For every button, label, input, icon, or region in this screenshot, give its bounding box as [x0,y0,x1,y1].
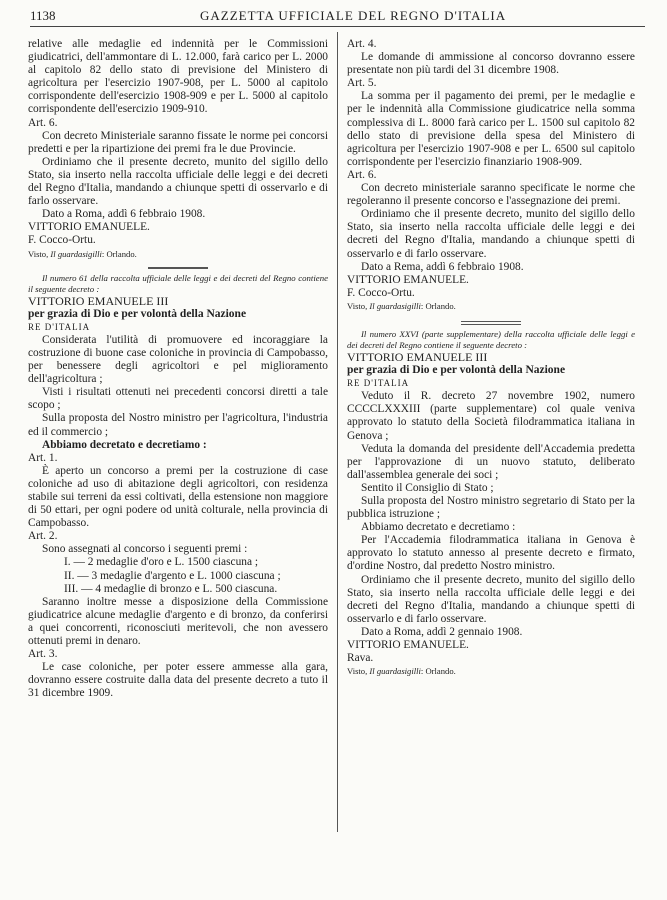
visto-name: : Orlando. [420,666,456,677]
king-signature: VITTORIO EMANUELE. [347,273,469,286]
paragraph: La somma per il pagamento dei premi, per le medaglie e per le indennità alla Commissione giudicatrice nella somma complessiva di L. 8000 farà carico per L. 1500 sul capitolo 82 dello stato di previsione della spesa del Ministero di agricoltura per l'esercizio 1907-908 e per L. 6500 sul capitolo corrispondente per l'esercizio finanziario 1908-909. [347,90,635,168]
paragraph: Saranno inoltre messe a disposizione della Commissione giudicatrice alcune medaglie d'argento e di bronzo, da conferirsi a quei concorrenti, riconosciuti meritevoli, che non avessero ottenuti premi in denaro. [28,595,328,648]
article-heading: Art. 1. [28,451,58,464]
article-heading: Art. 2. [28,530,58,543]
right-column [347,38,635,678]
visto-name: : Orlando. [101,248,137,259]
announcement: Il numero 61 della raccolta ufficiale delle leggi e dei decreti del Regno contiene il seguente decreto : [28,272,328,294]
grazia-line: per grazia di Dio e per volontà della Nazione [347,364,566,377]
minister-signature: F. Cocco-Ortu. [28,234,96,247]
decree-formula: Abbiamo decretato e decretiamo : [42,438,207,451]
king-title: VITTORIO EMANUELE III [347,349,488,364]
paragraph: Sono assegnati al concorso i seguenti premi : [42,543,248,556]
article-heading: Art. 3. [28,648,58,661]
king-title: VITTORIO EMANUELE III [28,293,169,308]
paragraph: Ordiniamo che il presente decreto, munito del sigillo dello Stato, sia inserto nella raccolta ufficiale delle leggi e dei decreti del Regno d'Italia, mandando a chiunque spetti di osservarlo e di farlo osservare. [347,208,635,260]
visto-role: Il guardasigilli [50,248,102,259]
paragraph: Le domande di ammissione al concorso dovranno essere presentate non più tardi del 31 dicembre 1908. [347,51,635,77]
paragraph: Considerata l'utilità di promuovere ed incoraggiare la costruzione di buone case coloniche in provincia di Campobasso, per benessere degli agricoltori e pel miglioramento dell'agricoltura ; [28,333,328,386]
paragraph: Visti i risultati ottenuti nei precedenti concorsi diretti a tale scopo ; [28,386,328,412]
paragraph: Sulla proposta del Nostro ministro per l'agricoltura, l'industria ed il commercio ; [28,412,328,438]
paragraph: Con decreto Ministeriale saranno fissate le norme pei concorsi predetti e per la ripartizione dei premi fra le due Provincie. [28,129,328,155]
prize-item: I. — 2 medaglie d'oro e L. 1500 ciascuna ; [64,556,259,569]
prize-item: II. — 3 medaglie d'argento e L. 1000 ciascuna ; [64,569,281,582]
paragraph: Veduta la domanda del presidente dell'Accademia predetta per l'approvazione di un nuovo statuto, deliberato dall'assemblea generale dei soci ; [347,442,635,481]
visto-name: : Orlando. [420,300,456,311]
grazia-line: per grazia di Dio e per volontà della Nazione [28,307,247,320]
visto-label: Visto, [28,248,49,259]
date-line: Dato a Rema, addì 6 febbraio 1908. [361,260,524,273]
re-italia: RE D'ITALIA [28,321,91,332]
article-heading: Art. 4. [347,38,377,50]
minister-signature: F. Cocco-Ortu. [347,286,415,299]
paragraph: È aperto un concorso a premi per la costruzione di case coloniche ad uso di abitazione degli agricoltori, con residenza stabile sui terreni da essi coltivati, della estensione non maggiore di 50 ettari, per ogni podere od unità colturale, nella provincia di Campobasso. [28,464,328,530]
paragraph: relative alle medaglie ed indennità per le Commissioni giudicatrici, dell'ammontare di L. 12.000, farà carico per L. 2000 al capitolo 82 dello stato di previsione del Ministero di agricoltura per l'esercizio 1907-908, per L. 5000 al capitolo corrispondente dell'esercizio 1908-909 e per L. 5000 al capitolo corrispondente dell'esercizio 1909-910. [28,38,328,116]
article-heading: Art. 6. [28,116,58,129]
minister-signature: Rava. [347,652,374,665]
section-rule [148,267,208,269]
article-heading: Art. 5. [347,77,377,90]
visto-role: Il guardasigilli [369,300,421,311]
visto-role: Il guardasigilli [369,666,421,677]
king-signature: VITTORIO EMANUELE. [28,221,150,234]
paragraph: Per l'Accademia filodrammatica italiana in Genova è approvato lo statuto annesso al presente decreto e firmato, d'ordine Nostro, dal predetto Nostro ministro. [347,534,635,573]
king-signature: VITTORIO EMANUELE. [347,639,469,652]
date-line: Dato a Roma, addì 2 gennaio 1908. [361,625,523,638]
column-divider [337,32,338,832]
gazette-title: GAZZETTA UFFICIALE DEL REGNO D'ITALIA [200,8,507,23]
page-number: 1138 [30,8,56,23]
paragraph: Veduto il R. decreto 27 novembre 1902, numero CCCCLXXXIII (parte supplementare) col quale veniva approvato lo statuto della Società filodrammatica italiana in Genova ; [347,390,635,442]
paragraph: Ordiniamo che il presente decreto, munito del sigillo dello Stato, sia inserto nella raccolta ufficiale delle leggi e dei decreti del Regno d'Italia, mandando a chiunque spetti di osservarlo e di farlo osservare. [28,155,328,208]
paragraph: Sulla proposta del Nostro ministro segretario di Stato per la pubblica istruzione ; [347,495,635,521]
paragraph: Ordiniamo che il presente decreto, munito del sigillo dello Stato, sia inserto nella raccolta ufficiale delle leggi e dei decreti del Regno d'Italia, mandando a chiunque spetti di osservarlo e di farlo osservare. [347,573,635,625]
date-line: Dato a Roma, addì 6 febbraio 1908. [42,208,206,221]
page-header [30,8,645,27]
announcement: Il numero XXVI (parte supplementare) della raccolta ufficiale delle leggi e dei decreti del Regno contiene il seguente decreto : [347,328,635,350]
article-heading: Art. 6. [347,168,377,181]
paragraph: Con decreto ministeriale saranno specificate le norme che regoleranno il presente concorso e l'assegnazione dei premi. [347,182,635,208]
re-italia: RE D'ITALIA [347,378,410,389]
decree-formula: Abbiamo decretato e decretiamo : [361,521,516,534]
visto-label: Visto, [347,666,368,677]
paragraph: Sentito il Consiglio di Stato ; [361,481,494,494]
section-rule [461,321,521,325]
visto-line [28,248,328,261]
visto-line [347,665,635,678]
paragraph: Le case coloniche, per poter essere ammesse alla gara, dovranno essere costruite dalla data del presente decreto a tuto il 31 dicembre 1909. [28,661,328,700]
visto-label: Visto, [347,300,368,311]
visto-line [347,300,635,313]
prize-item: III. — 4 medaglie di bronzo e L. 500 ciascuna. [64,582,278,595]
left-column [28,38,328,701]
